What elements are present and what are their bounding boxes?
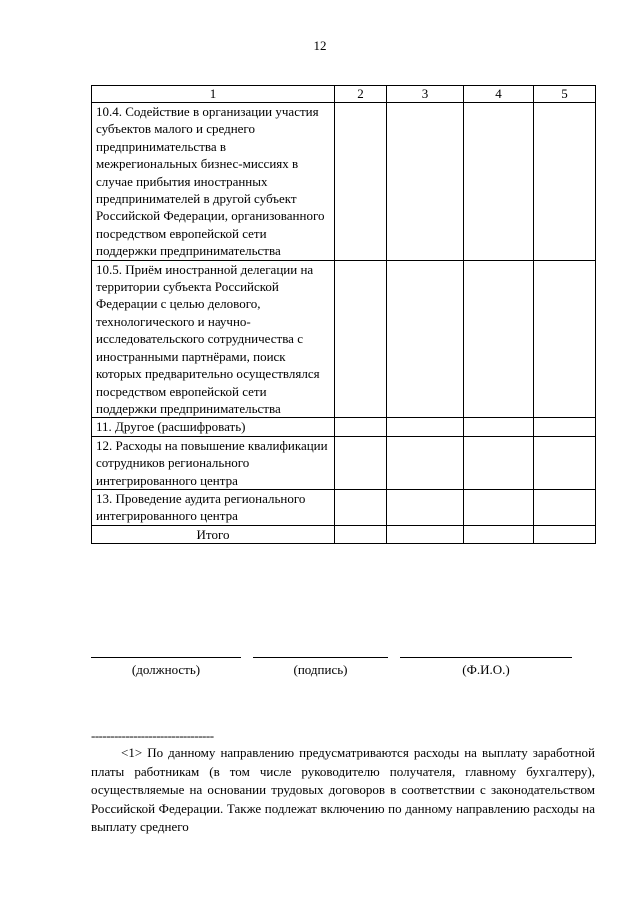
table-cell (387, 436, 464, 489)
table-row (92, 436, 596, 489)
footnote-text: <1> По данному направлению предусматриваются расходы на выплату заработной платы работникам (в том числе руководителю получателя, главному бухгалтеру), осуществляемые на основании трудовых договоров в соответствии с законодательством Российской Федерации. Также подлежат включению по данному направлению расходы на выплату среднего (91, 745, 595, 834)
column-header: 3 (387, 86, 464, 103)
table-cell (387, 525, 464, 543)
table-cell (534, 260, 596, 418)
table-cell (387, 489, 464, 525)
table-row (92, 260, 596, 418)
table-cell (335, 489, 387, 525)
table-header-row (92, 86, 596, 103)
table-cell (464, 489, 534, 525)
row-label: 10.4. Содействие в организации участия субъектов малого и среднего предпринимательства в межрегиональных бизнес-миссиях в случае прибытия иностранных предпринимателей в другой субъект Российской Федерации, организованного посредством европейской сети поддержки предпринимательства (92, 103, 335, 261)
table-cell (335, 418, 387, 436)
table-cell (387, 260, 464, 418)
footnote-separator: -------------------------------- (91, 728, 214, 743)
report-table (91, 85, 596, 544)
table-cell (464, 103, 534, 261)
table-cell (335, 260, 387, 418)
position-label: (должность) (131, 662, 201, 677)
table-cell (534, 525, 596, 543)
name-label: (Ф.И.О.) (462, 662, 510, 677)
table-row (92, 103, 596, 261)
signature-line (253, 657, 388, 658)
table-cell (335, 103, 387, 261)
total-label: Итого (92, 525, 335, 543)
table-cell (387, 103, 464, 261)
signature-label: (подпись) (293, 662, 348, 677)
column-header: 2 (335, 86, 387, 103)
column-header: 4 (464, 86, 534, 103)
row-label: 13. Проведение аудита регионального интегрированного центра (92, 489, 335, 525)
table-cell (534, 103, 596, 261)
table-row (92, 489, 596, 525)
table-cell (464, 436, 534, 489)
table-cell (464, 260, 534, 418)
column-header: 1 (92, 86, 335, 103)
name-signature-line (400, 657, 572, 658)
row-label: 11. Другое (расшифровать) (92, 418, 335, 436)
table-cell (387, 418, 464, 436)
table-cell (534, 436, 596, 489)
total-row (92, 525, 596, 543)
table-cell (335, 525, 387, 543)
table-cell (534, 418, 596, 436)
table-cell (464, 525, 534, 543)
row-label: 12. Расходы на повышение квалификации сотрудников регионального интегрированного центра (92, 436, 335, 489)
page-number: 12 (313, 38, 327, 53)
position-signature-line (91, 657, 241, 658)
table-cell (534, 489, 596, 525)
table-cell (464, 418, 534, 436)
row-label: 10.5. Приём иностранной делегации на территории субъекта Российской Федерации с целью делового, технологического и научно-исследовательского сотрудничества с иностранными партнёрами, поиск которых предварительно осуществлялся посредством европейской сети поддержки предпринимательства (92, 260, 335, 418)
table-cell (335, 436, 387, 489)
table-row (92, 418, 596, 436)
column-header: 5 (534, 86, 596, 103)
